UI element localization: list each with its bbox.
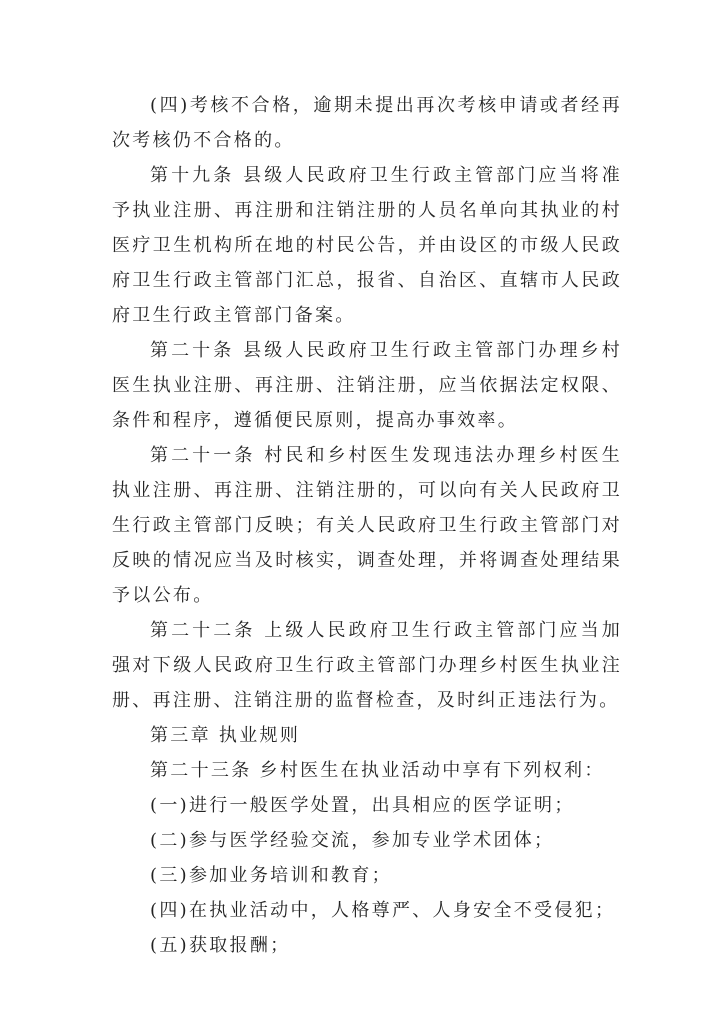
- paragraph-article-21: 第二十一条 村民和乡村医生发现违法办理乡村医生执业注册、再注册、注销注册的，可以向有关人民政府卫生行政主管部门反映；有关人民政府卫生行政主管部门对反映的情况应当及时核实，调查处理，并将调查处理结果予以公布。: [112, 445, 622, 606]
- rights-item-5: (五)获取报酬；: [150, 935, 291, 956]
- paragraph-article-19: 第十九条 县级人民政府卫生行政主管部门应当将准予执业注册、再注册和注销注册的人员名单向其执业的村医疗卫生机构所在地的村民公告，并由设区的市级人民政府卫生行政主管部门汇总，报省、自治区、直辖市人民政府卫生行政主管部门备案。: [112, 165, 622, 326]
- chapter-title: 第三章 执业规则: [150, 725, 301, 746]
- rights-item-4: (四)在执业活动中，人格尊严、人身安全不受侵犯；: [150, 900, 616, 921]
- rights-item-2: (二)参与医学经验交流，参加专业学术团体；: [150, 830, 555, 851]
- paragraph-article-23: 第二十三条 乡村医生在执业活动中享有下列权利：: [150, 760, 605, 781]
- paragraph-article-22: 第二十二条 上级人民政府卫生行政主管部门应当加强对下级人民政府卫生行政主管部门办理乡村医生执业注册、再注册、注销注册的监督检查，及时纠正违法行为。: [112, 620, 622, 711]
- paragraph-article-20: 第二十条 县级人民政府卫生行政主管部门办理乡村医生执业注册、再注册、注销注册，应当依据法定权限、条件和程序，遵循便民原则，提高办事效率。: [112, 340, 622, 431]
- rights-item-1: (一)进行一般医学处置，出具相应的医学证明；: [150, 795, 575, 816]
- paragraph-item-4-failed-assessment: (四)考核不合格，逾期未提出再次考核申请或者经再次考核仍不合格的。: [112, 95, 622, 151]
- rights-item-3: (三)参加业务培训和教育；: [150, 865, 392, 886]
- document-body: [112, 88, 622, 963]
